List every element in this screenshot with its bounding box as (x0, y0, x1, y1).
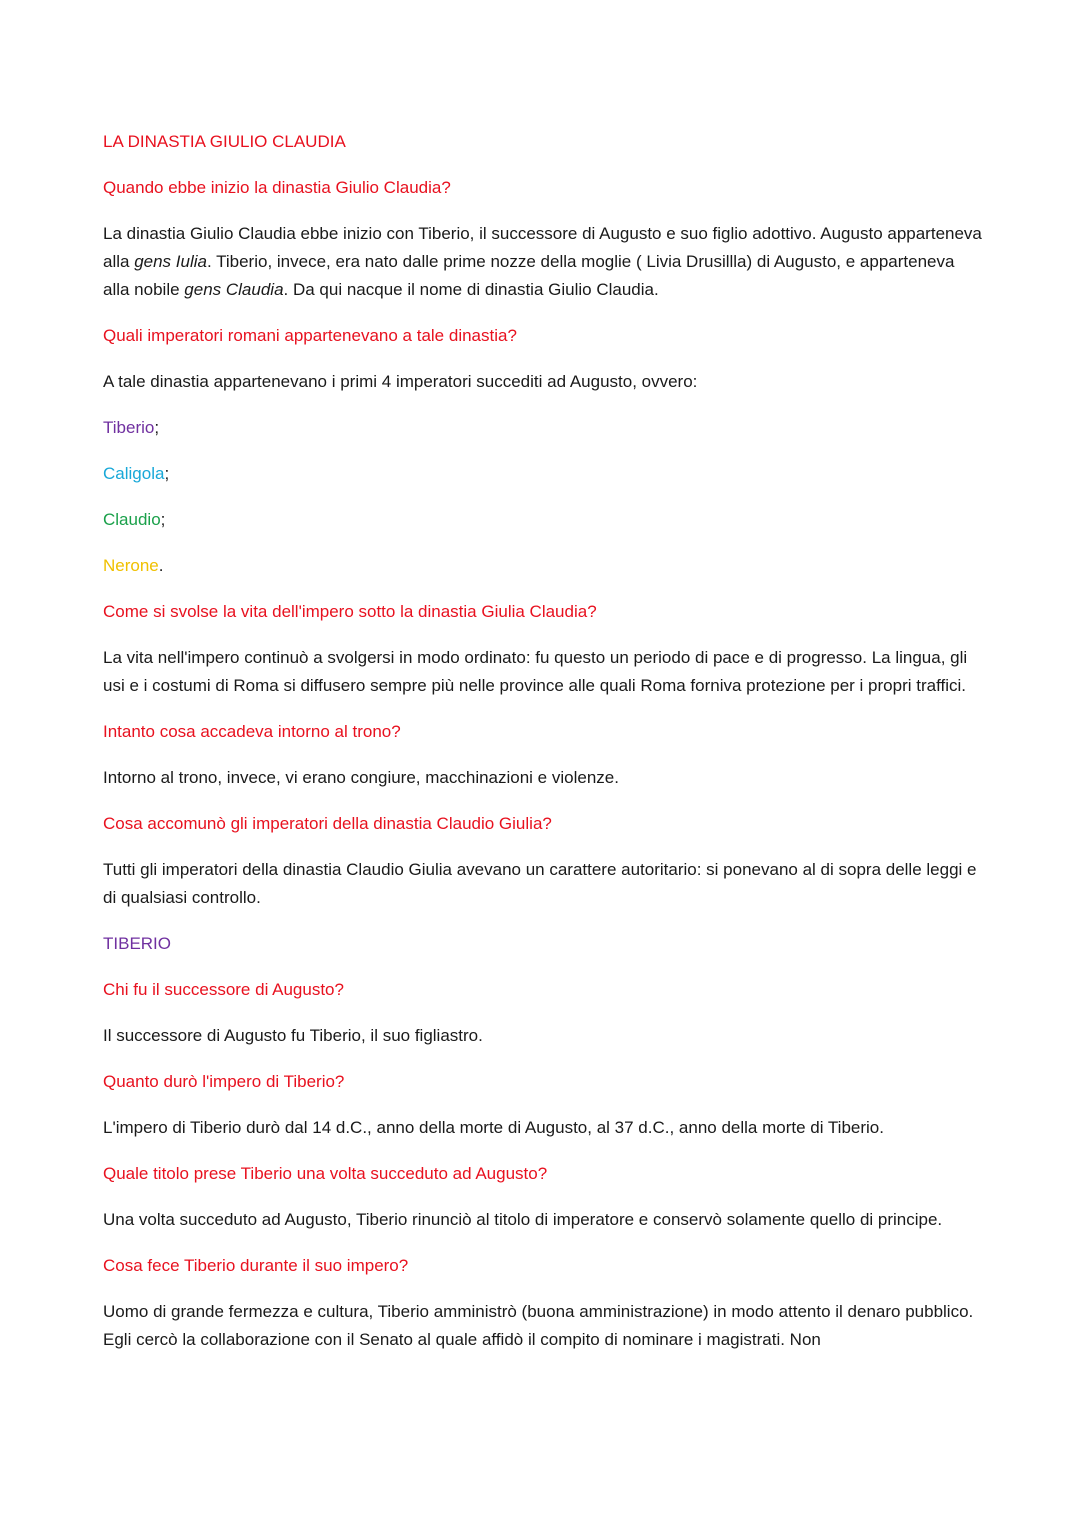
emperor-list-item: Claudio; (103, 510, 166, 529)
answer-paragraph: Tutti gli imperatori della dinastia Claudio Giulia avevano un carattere autoritario: si ponevano al di sopra delle leggi e di qualsiasi controllo. (103, 860, 977, 907)
question-heading: Quando ebbe inizio la dinastia Giulio Claudia? (103, 178, 451, 197)
answer-paragraph: La vita nell'impero continuò a svolgersi in modo ordinato: fu questo un periodo di pace e di progresso. La lingua, gli usi e i costumi di Roma si diffusero sempre più nelle province alle quali Roma forniva protezione per i propri traffici. (103, 648, 968, 695)
answer-paragraph: A tale dinastia appartenevano i primi 4 imperatori succediti ad Augusto, ovvero: (103, 372, 698, 391)
question-heading: Intanto cosa accadeva intorno al trono? (103, 722, 401, 741)
emperor-list-item: Nerone. (103, 556, 164, 575)
answer-paragraph: Intorno al trono, invece, vi erano congiure, macchinazioni e violenze. (103, 768, 619, 787)
question-heading: Chi fu il successore di Augusto? (103, 980, 344, 999)
emperor-list-item: Tiberio; (103, 418, 160, 437)
document-page (103, 128, 983, 1354)
question-heading: Cosa accomunò gli imperatori della dinastia Claudio Giulia? (103, 814, 552, 833)
question-heading: Quanto durò l'impero di Tiberio? (103, 1072, 345, 1091)
document-title: LA DINASTIA GIULIO CLAUDIA (103, 132, 346, 151)
answer-paragraph: Il successore di Augusto fu Tiberio, il suo figliastro. (103, 1026, 483, 1045)
answer-paragraph: Una volta succeduto ad Augusto, Tiberio rinunciò al titolo di imperatore e conservò solamente quello di principe. (103, 1210, 943, 1229)
question-heading: Cosa fece Tiberio durante il suo impero? (103, 1256, 409, 1275)
question-heading: Quali imperatori romani appartenevano a tale dinastia? (103, 326, 517, 345)
question-heading: Quale titolo prese Tiberio una volta succeduto ad Augusto? (103, 1164, 548, 1183)
answer-paragraph: L'impero di Tiberio durò dal 14 d.C., anno della morte di Augusto, al 37 d.C., anno della morte di Tiberio. (103, 1118, 884, 1137)
section-heading-tiberio: TIBERIO (103, 934, 172, 953)
question-heading: Come si svolse la vita dell'impero sotto la dinastia Giulia Claudia? (103, 602, 597, 621)
answer-paragraph: La dinastia Giulio Claudia ebbe inizio con Tiberio, il successore di Augusto e suo figlio adottivo. Augusto apparteneva alla gens Iulia. Tiberio, invece, era nato dalle prime nozze della moglie ( Livia Drusillla) di Augusto, e apparteneva alla nobile gens Claudia. Da qui nacque il nome di dinastia Giulio Claudia. (103, 224, 982, 299)
emperor-list-item: Caligola; (103, 464, 170, 483)
answer-paragraph: Uomo di grande fermezza e cultura, Tiberio amministrò (buona amministrazione) in modo attento il denaro pubblico. Egli cercò la collaborazione con il Senato al quale affidò il compito di nominare i magistrati. Non (103, 1302, 974, 1349)
